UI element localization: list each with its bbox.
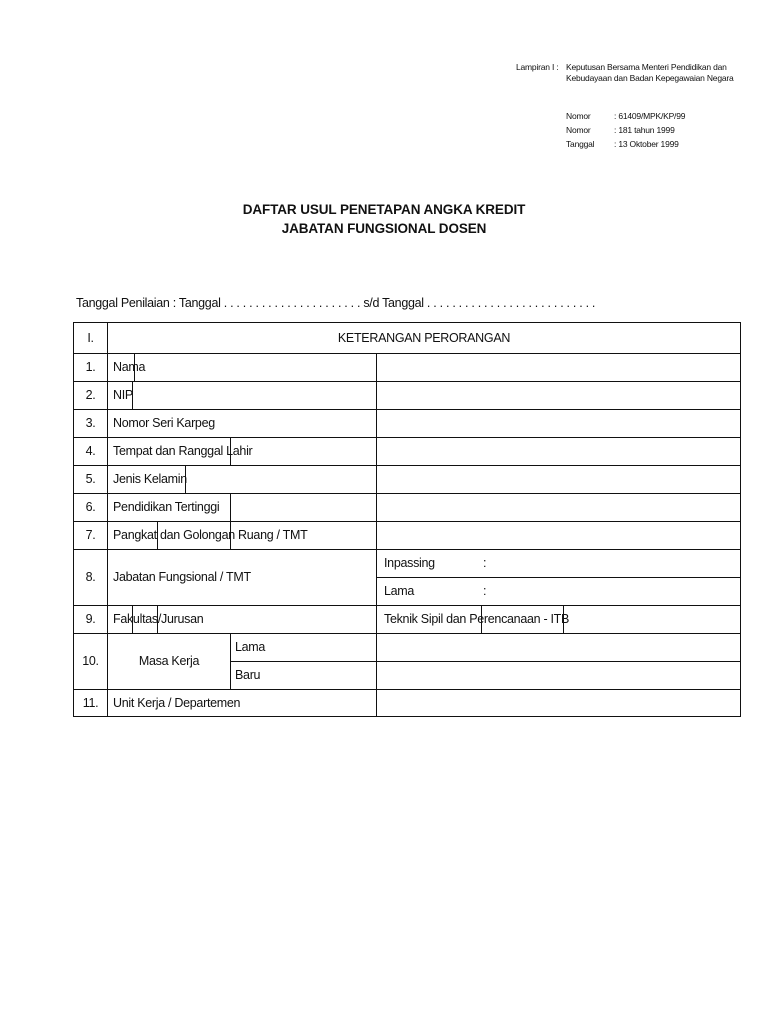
row-number: 1.: [85, 360, 96, 374]
sub-label-inpassing: Inpassing: [384, 556, 435, 570]
row-label-gender: Jenis Kelamin: [113, 472, 187, 486]
meta-key: Nomor: [566, 111, 591, 121]
row-label-unit: Unit Kerja / Departemen: [113, 696, 241, 710]
section-number: I.: [87, 331, 94, 345]
row-value-faculty: Teknik Sipil dan Perencanaan - ITB: [384, 612, 570, 626]
meta-value: : 61409/MPK/KP/99: [614, 111, 686, 121]
row-label-position: Jabatan Fungsional / TMT: [113, 570, 251, 584]
row-number: 2.: [85, 388, 96, 402]
row-number: 4.: [85, 444, 96, 458]
row-number: 10.: [82, 654, 99, 668]
row-number: 6.: [85, 500, 96, 514]
row-label-faculty: Fakultas/Jurusan: [113, 612, 204, 626]
row-label-nip: NIP: [113, 388, 133, 402]
sub-label-lama: Lama: [235, 640, 266, 654]
sub-separator: :: [483, 556, 487, 570]
title-line-2: JABATAN FUNGSIONAL DOSEN: [281, 221, 487, 236]
row-label-tenure: Masa Kerja: [138, 654, 200, 668]
row-number: 11.: [82, 696, 99, 710]
assessment-date-line: Tanggal Penilaian : Tanggal . . . . . . . . . . . . . . . . . . . . . . s/d Tanggal . . . . . . . . . . . . . . . . . . . . . . . . . . .: [76, 296, 596, 310]
row-number: 7.: [85, 528, 96, 542]
meta-key: Tanggal: [566, 139, 595, 149]
meta-key: Nomor: [566, 125, 591, 135]
row-label-birth: Tempat dan Ranggal Lahir: [113, 444, 253, 458]
row-label-education: Pendidikan Tertinggi: [113, 500, 220, 514]
title-line-1: DAFTAR USUL PENETAPAN ANGKA KREDIT: [242, 202, 526, 217]
meta-value: : 13 Oktober 1999: [614, 139, 679, 149]
row-label-name: Nama: [113, 360, 146, 374]
row-number: 3.: [85, 416, 96, 430]
document-title: [0, 200, 768, 238]
row-number: 5.: [85, 472, 96, 486]
sub-label-baru: Baru: [235, 668, 261, 682]
meta-value: : 181 tahun 1999: [614, 125, 675, 135]
row-label-rank: Pangkat dan Golongan Ruang / TMT: [113, 528, 308, 542]
sub-separator: :: [483, 584, 487, 598]
row-number: 9.: [85, 612, 96, 626]
personal-info-table: [73, 322, 741, 717]
row-label-karpeg: Nomor Seri Karpeg: [113, 416, 215, 430]
sub-label-lama: Lama: [384, 584, 415, 598]
attachment-text: Keputusan Bersama Menteri Pendidikan dan Kebudayaan dan Badan Kepegawaian Negara: [566, 62, 734, 83]
section-title: KETERANGAN PERORANGAN: [337, 331, 511, 345]
attachment-label: Lampiran I :: [516, 62, 559, 72]
row-number: 8.: [85, 570, 96, 584]
